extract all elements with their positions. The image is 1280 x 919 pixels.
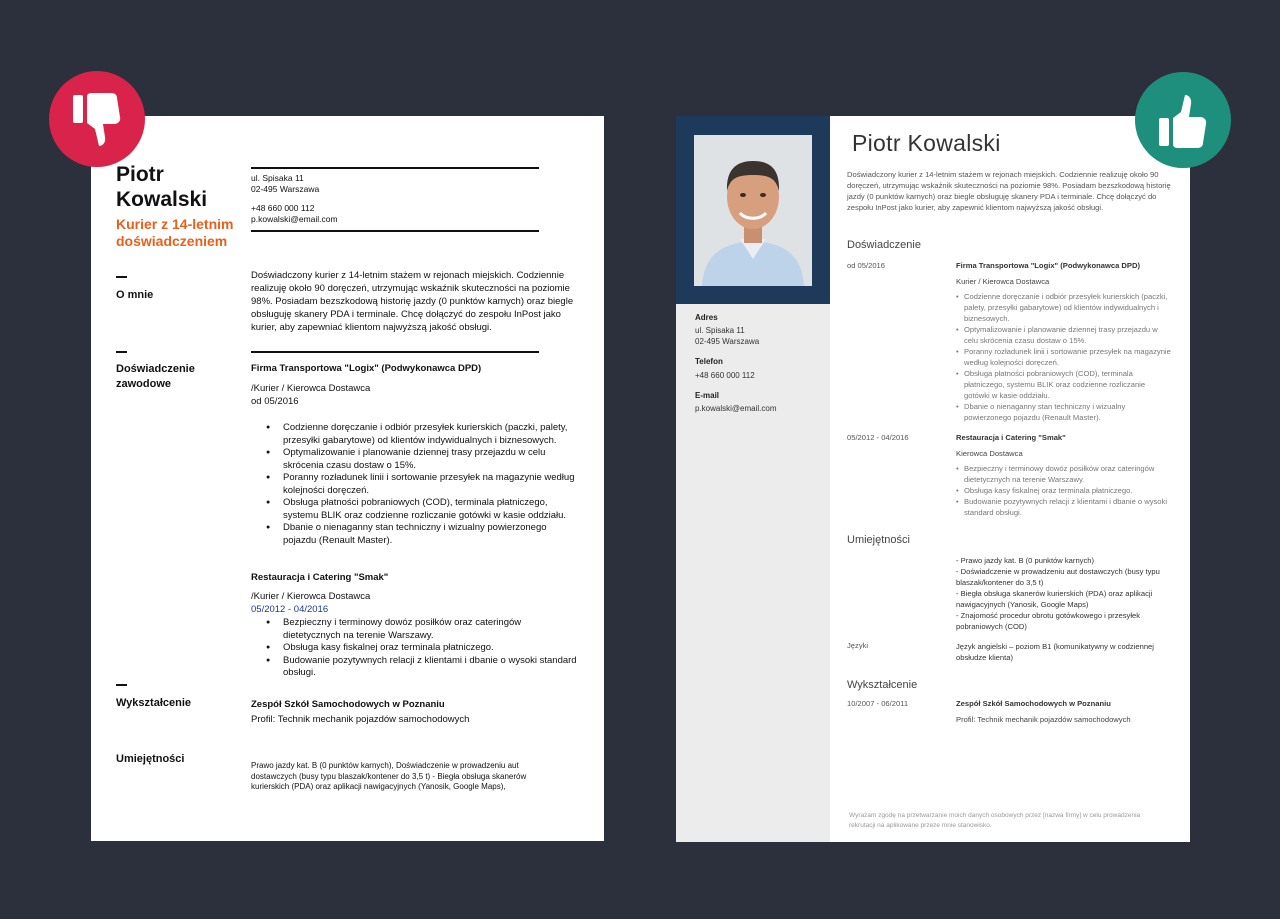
section-dash	[116, 351, 127, 353]
list-item: - Biegła obsługa skanerów kurierskich (PDA) oraz aplikacji nawigacyjnych (Yanosik, Google Maps)	[956, 589, 1153, 609]
job-role: /Kurier / Kierowca Dostawca	[251, 591, 371, 602]
list-item: • Optymalizowanie i planowanie dziennej trasy przejazdu w celu skrócenia czasu dostaw o 15%.	[956, 324, 1171, 346]
phone-label: Telefon	[695, 357, 723, 366]
list-item: • Obsługa kasy fiskalnej oraz terminala płatniczego.	[956, 485, 1171, 496]
job-dates: 05/2012 - 04/2016	[251, 604, 329, 615]
person-photo-icon	[694, 135, 812, 286]
email-value: p.kowalski@email.com	[695, 404, 777, 413]
job-meta	[251, 590, 370, 616]
thumbs-up-icon	[1157, 92, 1209, 150]
bad-cv-example	[91, 116, 604, 841]
address-line: ul. Spisaka 11	[251, 173, 304, 183]
job-bullets	[266, 617, 581, 680]
heading-line: Doświadczenie	[116, 363, 195, 375]
list-item: • Bezpieczny i terminowy dowóz posiłków oraz cateringów dietetycznych na terenie Warszawy.	[956, 463, 1171, 485]
good-cv-name: Piotr Kowalski	[852, 130, 1001, 156]
profile-photo	[694, 135, 812, 286]
good-cv-example	[676, 116, 1190, 842]
job-company: Firma Transportowa "Logix" (Podwykonawca DPD)	[956, 261, 1140, 270]
section-heading-experience	[116, 362, 216, 392]
summary-text: Doświadczony kurier z 14-letnim stażem w rejonach miejskich. Codziennie realizuję około 90 doręczeń, utrzymując wskaźnik skuteczności na poziomie 98%. Posiadam bezszkodową historię jazdy (0 punktów karnych) oraz biegle obsługuję skanery PDA i terminale. Chcę dołączyć do zespołu InPost jako kurier, aby zapewnić klientom najwyższą jakość obsługi.	[847, 170, 1171, 212]
gdpr-consent-footer: Wyrażam zgodę na przetwarzanie moich danych osobowych przez [nazwa firmy] w celu prowadzenia rekrutacji na aplikowane przeze mnie stanowisko.	[849, 812, 1141, 829]
list-item: • Budowanie pozytywnych relacji z klientami i dbanie o wysoki standard obsługi.	[956, 496, 1171, 518]
skills-list	[956, 555, 1171, 632]
skills-text: Prawo jazdy kat. B (0 punktów karnych), Doświadczenie w prowadzeniu aut dostawczych (busy typu blaszak/kontener do 3,5 t) - Biegła obsługa skanerów kurierskich (PDA) oraz aplikacji nawigacyjnych (Yanosik, Google Maps),	[251, 761, 527, 791]
heading-line: zawodowe	[116, 378, 172, 390]
job-meta	[251, 382, 370, 408]
email-text: p.kowalski@email.com	[251, 214, 338, 224]
school-profile: Profil: Technik mechanik pojazdów samochodowych	[956, 715, 1131, 724]
languages-label: Języki	[847, 641, 869, 650]
list-item: ● Obsługa płatności pobraniowych (COD), terminala płatniczego, systemu BLIK oraz codzienne rozliczanie gotówki w kasie oddziału.	[266, 497, 581, 522]
job-role: Kierowca Dostawca	[956, 449, 1023, 458]
bad-cv-name-first: Piotr	[116, 163, 164, 186]
job-bullets	[956, 463, 1171, 518]
divider	[251, 230, 539, 232]
address-line: 02-495 Warszawa	[251, 184, 320, 194]
phone-text: +48 660 000 112	[251, 203, 315, 213]
list-item: ● Dbanie o nienaganny stan techniczny i wizualny powierzonego pojazdu (Renault Master).	[266, 522, 581, 547]
list-item: • Poranny rozładunek linii i sortowanie przesyłek na magazynie według kolejności doręczeń.	[956, 346, 1171, 368]
list-item: • Codzienne doręczanie i odbiór przesyłek kurierskich (paczki, palety, przesyłki gabarytowe) od klientów indywidualnych i biznesowych.	[956, 291, 1171, 324]
list-item: ● Budowanie pozytywnych relacji z klientami i dbanie o wysoki standard obsługi.	[266, 655, 581, 680]
job-bullets	[956, 291, 1171, 423]
school-name: Zespół Szkół Samochodowych w Poznaniu	[956, 699, 1111, 708]
phone-value: +48 660 000 112	[695, 371, 755, 380]
about-text: Doświadczony kurier z 14-letnim stażem w rejonach miejskich. Codziennie realizuję około 90 doręczeń, utrzymując wskaźnik skuteczności na poziomie 98%. Posiadam bezszkodową historię jazdy (0 punktów karnych) oraz biegle obsługuję skanery PDA i terminale. Chcę dołączyć do zespołu InPost jako kurier, aby zapewniać klientom najwyższą jakość obsługi.	[251, 270, 574, 333]
list-item: ● Poranny rozładunek linii i sortowanie przesyłek na magazynie według kolejności doręczeń.	[266, 472, 581, 497]
thumbs-down-badge	[49, 71, 145, 167]
divider	[251, 167, 539, 169]
list-item: - Znajomość procedur obrotu gotówkowego i przesyłek pobraniowych (COD)	[956, 611, 1141, 631]
job-role: /Kurier / Kierowca Dostawca	[251, 383, 371, 394]
address-line: ul. Spisaka 11	[695, 326, 745, 335]
bad-cv-name	[116, 162, 236, 212]
job-dates: 05/2012 - 04/2016	[847, 433, 909, 442]
divider	[251, 351, 539, 353]
list-item: ● Obsługa kasy fiskalnej oraz terminala płatniczego.	[266, 642, 581, 655]
school-name: Zespół Szkół Samochodowych w Poznaniu	[251, 699, 445, 710]
thumbs-down-icon	[71, 91, 123, 149]
list-item: ● Codzienne doręczanie i odbiór przesyłek kurierskich (paczki, palety, przesyłki gabarytowe) od klientów indywidualnych i biznesowych.	[266, 422, 581, 447]
email-label: E-mail	[695, 391, 720, 400]
bad-cv-title-line2: doświadczeniem	[116, 233, 228, 249]
list-item: - Doświadczenie w prowadzeniu aut dostawczych (busy typu blaszak/kontener do 3,5 t)	[956, 567, 1160, 587]
job-dates: od 05/2016	[251, 396, 299, 407]
address-line: 02-495 Warszawa	[695, 337, 760, 346]
bad-cv-address	[251, 173, 319, 195]
job-company: Firma Transportowa "Logix" (Podwykonawca DPD)	[251, 363, 482, 374]
job-dates: od 05/2016	[847, 261, 886, 270]
section-dash	[116, 684, 127, 686]
section-heading-education: Wykształcenie	[116, 697, 192, 709]
list-item: ● Optymalizowanie i planowanie dziennej trasy przejazdu w celu skrócenia czasu dostaw o 15%.	[266, 447, 581, 472]
job-company: Restauracja i Catering "Smak"	[251, 572, 389, 583]
list-item: - Prawo jazdy kat. B (0 punktów karnych)	[956, 556, 1095, 565]
languages-text: Język angielski – poziom B1 (komunikatywny w codziennej obsłudze klienta)	[956, 642, 1154, 662]
bad-cv-contact	[251, 203, 338, 225]
list-item: • Dbanie o nienaganny stan techniczny i wizualny powierzonego pojazdu (Renault Master).	[956, 401, 1171, 423]
bad-cv-title	[116, 216, 246, 250]
job-company: Restauracja i Catering "Smak"	[956, 433, 1066, 442]
list-item: • Obsługa płatności pobraniowych (COD), terminala płatniczego, systemu BLIK oraz codzienne rozliczanie gotówki w kasie oddziału.	[956, 368, 1171, 401]
list-item: ● Bezpieczny i terminowy dowóz posiłków oraz cateringów dietetycznych na terenie Warszawy.	[266, 617, 581, 642]
bad-cv-title-line1: Kurier z 14-letnim	[116, 216, 234, 232]
education-dates: 10/2007 - 06/2011	[847, 699, 909, 708]
job-bullets	[266, 422, 581, 547]
section-heading-skills: Umiejętności	[116, 753, 185, 765]
section-heading-about: O mnie	[116, 289, 154, 301]
section-dash	[116, 276, 127, 278]
section-heading-education: Wykształcenie	[847, 679, 918, 691]
bad-cv-name-last: Kowalski	[116, 188, 208, 211]
address-label: Adres	[695, 313, 718, 322]
address-value	[695, 325, 759, 347]
section-heading-skills: Umiejętności	[847, 534, 910, 546]
school-profile: Profil: Technik mechanik pojazdów samochodowych	[251, 714, 470, 725]
job-role: Kurier / Kierowca Dostawca	[956, 277, 1050, 286]
thumbs-up-badge	[1135, 72, 1231, 168]
section-heading-experience: Doświadczenie	[847, 239, 921, 251]
